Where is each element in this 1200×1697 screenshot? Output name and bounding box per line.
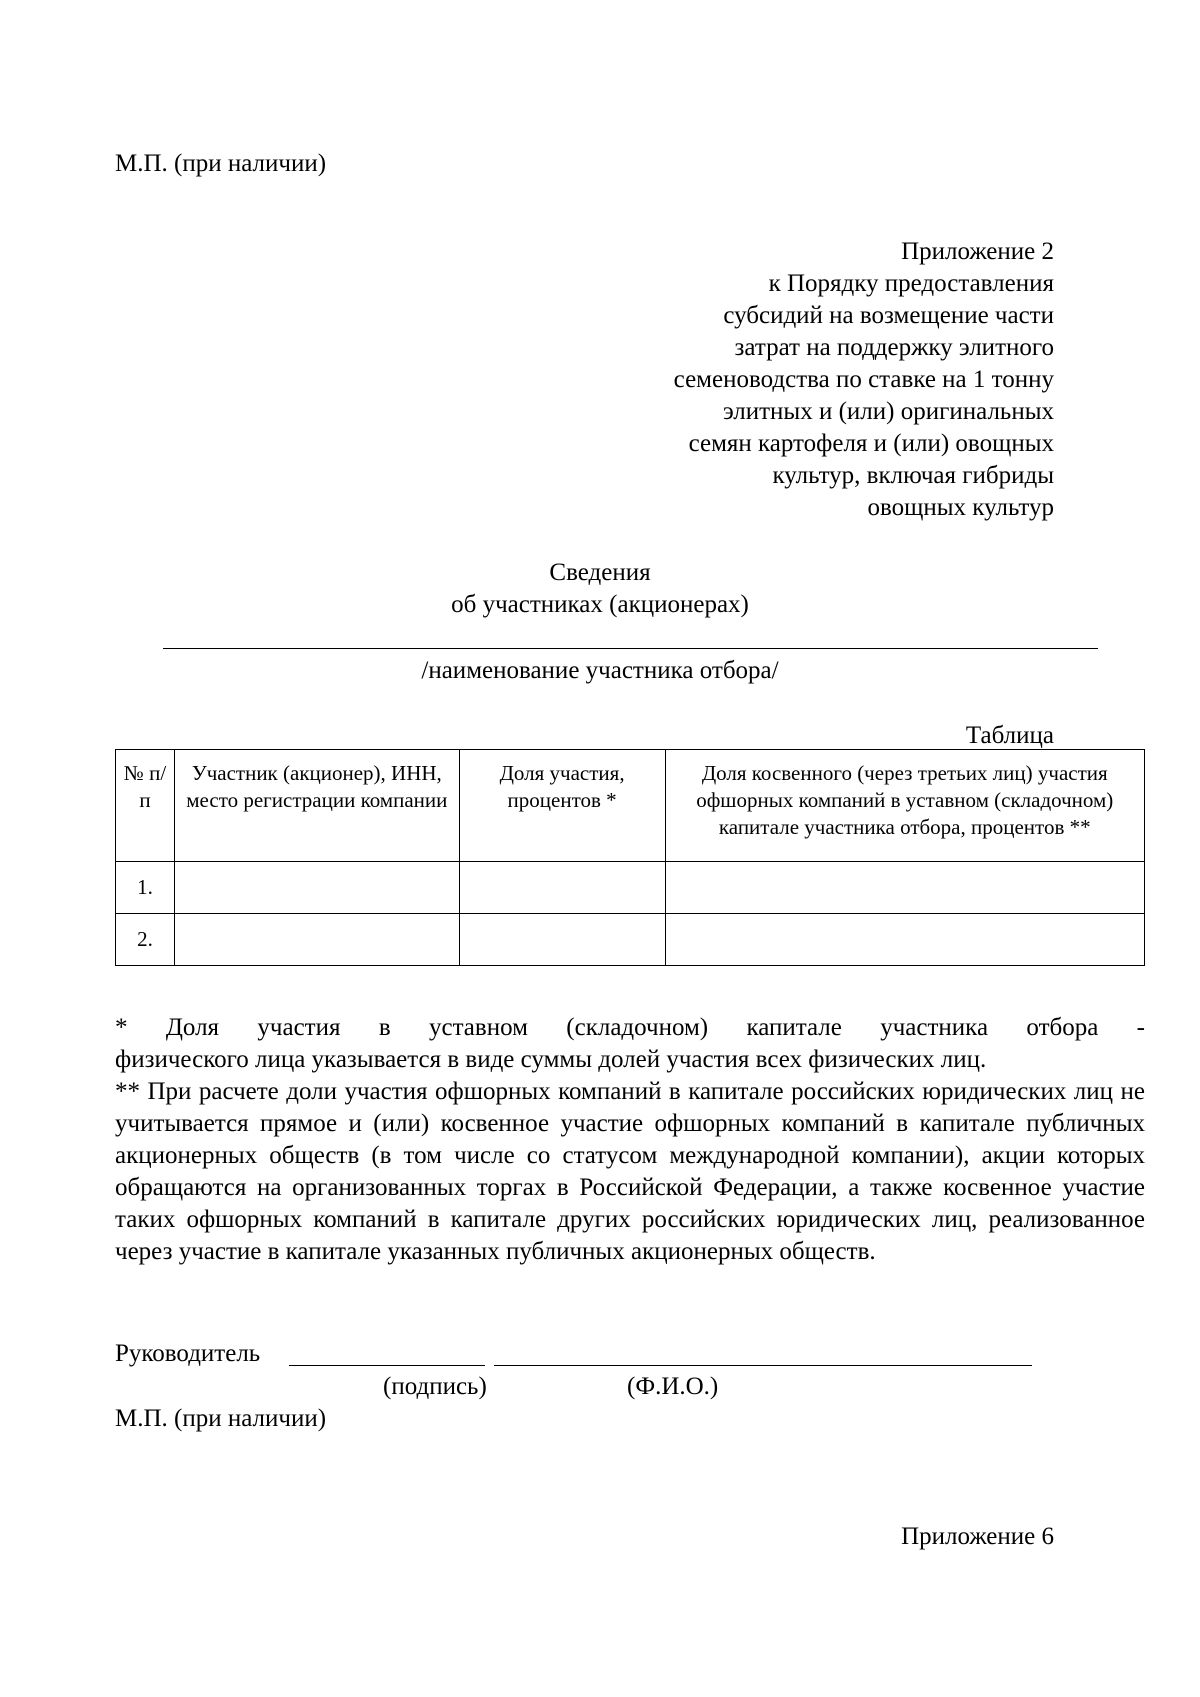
header-number: № п/п (116, 750, 175, 862)
cell-offshore-share[interactable] (665, 862, 1144, 914)
appendix-line: Приложение 2 (901, 238, 1054, 265)
cell-participant[interactable] (174, 914, 459, 966)
table-row (116, 914, 1145, 966)
footnote-1-line-2: физического лица указывается в виде суммы долей участия всех физических лиц. (115, 1046, 987, 1073)
signature-caption: (подпись) (383, 1373, 487, 1400)
footnote-2: ** При расчете доли участия офшорных компаний в капитале российских юридических лиц не учитывается прямое и (или) косвенное участие офшорных компаний в капитале публичных акционерных обществ (в том числе со статусом международной компании), акции которых обращаются на организованных торгах в Российской Федерации, а также косвенное участие таких офшорных компаний в капитале других российских юридических лиц, реализованное через участие в капитале указанных публичных акционерных обществ. (115, 1078, 1145, 1265)
cell-share[interactable] (459, 914, 665, 966)
table-row (116, 862, 1145, 914)
row-number: 2. (116, 914, 175, 966)
document-subtitle: об участниках (акционерах) (451, 591, 749, 618)
appendix-line: культур, включая гибриды (772, 462, 1054, 489)
next-appendix-heading: Приложение 6 (901, 1523, 1054, 1550)
table-label: Таблица (965, 722, 1054, 749)
header-participant: Участник (акционер), ИНН, место регистрации компании (174, 750, 459, 862)
footnote-1-line-1: * Доля участия в уставном (складочном) капитале участника отбора - (115, 1014, 1145, 1041)
appendix-line: овощных культур (867, 494, 1054, 521)
participant-name-caption: /наименование участника отбора/ (421, 657, 779, 684)
cell-share[interactable] (459, 862, 665, 914)
stamp-note-top: М.П. (при наличии) (115, 150, 327, 177)
signature-label: Руководитель (115, 1340, 261, 1367)
appendix-line: затрат на поддержку элитного (734, 334, 1054, 361)
cell-participant[interactable] (174, 862, 459, 914)
full-name-caption: (Ф.И.О.) (627, 1373, 719, 1400)
stamp-note-bottom: М.П. (при наличии) (115, 1405, 327, 1432)
document-title: Сведения (549, 559, 651, 586)
participant-name-line (163, 648, 1098, 649)
appendix-line: элитных и (или) оригинальных (722, 398, 1054, 425)
cell-offshore-share[interactable] (665, 914, 1144, 966)
shareholders-table (115, 749, 1145, 966)
header-share: Доля участия, процентов * (459, 750, 665, 862)
header-offshore-share: Доля косвенного (через третьих лиц) участия офшорных компаний в уставном (складочном) капитале участника отбора, процентов ** (665, 750, 1144, 862)
appendix-line: семян картофеля и (или) овощных (688, 430, 1054, 457)
appendix-line: семеноводства по ставке на 1 тонну (673, 366, 1054, 393)
table-header-row (116, 750, 1145, 862)
appendix-header (494, 236, 1054, 524)
full-name-line[interactable] (494, 1365, 1032, 1366)
row-number: 1. (116, 862, 175, 914)
appendix-line: к Порядку предоставления (768, 270, 1054, 297)
signature-line[interactable] (289, 1365, 485, 1366)
footnotes (115, 1012, 1145, 1268)
appendix-line: субсидий на возмещение части (723, 302, 1054, 329)
